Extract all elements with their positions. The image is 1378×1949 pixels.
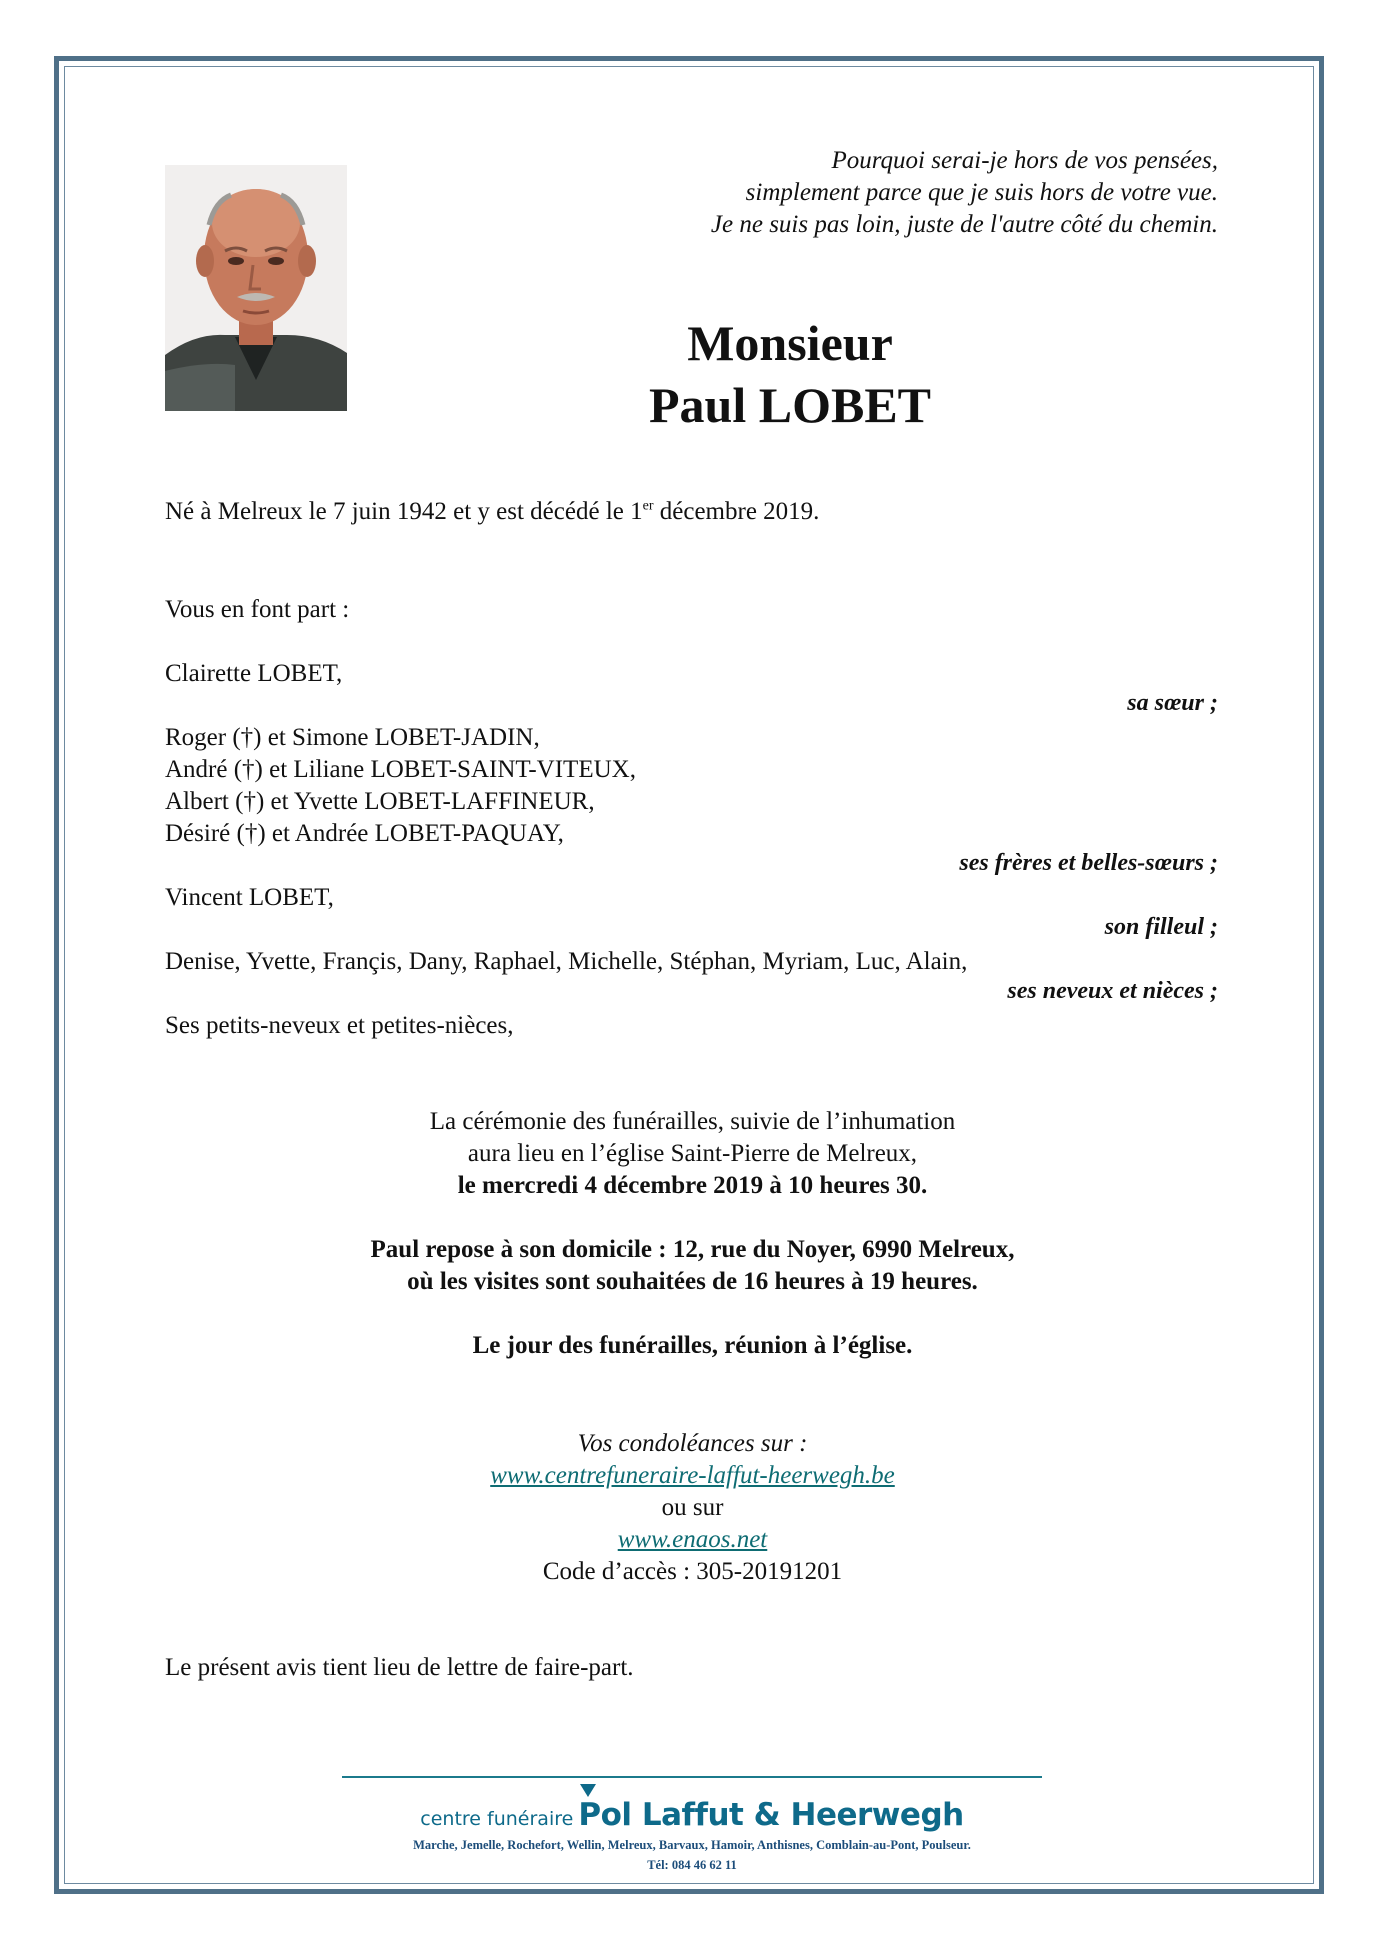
logo-prefix: centre funéraire (420, 1808, 574, 1830)
condolences-or: ou sur (661, 1494, 724, 1521)
footer-towns: Marche, Jemelle, Rochefort, Wellin, Melreux, Barvaux, Hamoir, Anthisnes, Comblain-au-Pont, Poulseur. (413, 1838, 971, 1852)
visit-line: Paul repose à son domicile : 12, rue du Noyer, 6990 Melreux, (370, 1236, 1015, 1263)
notice-line: Le présent avis tient lieu de lettre de faire-part. (165, 1654, 634, 1681)
intro-line: Vous en font part : (165, 596, 350, 623)
condolences-link-laffut[interactable]: www.centrefuneraire-laffut-heerwegh.be (490, 1462, 895, 1489)
triangle-icon (580, 1784, 596, 1797)
nephews-names: Denise, Yvette, Françis, Dany, Raphael, Michelle, Stéphan, Myriam, Luc, Alain, (165, 948, 968, 975)
footer-divider (342, 1776, 1042, 1778)
poem (578, 145, 1218, 241)
deceased-name (440, 312, 1140, 436)
ceremony-date: le mercredi 4 décembre 2019 à 10 heures 30. (457, 1172, 928, 1199)
logo-brand: Pol Laffut & Heerwegh (578, 1797, 964, 1833)
ceremony-info (300, 1106, 1085, 1202)
visit-line: où les visites sont souhaitées de 16 heures à 19 heures. (407, 1268, 978, 1295)
condolences-block (300, 1428, 1085, 1588)
poem-line: Pourquoi serai-je hors de vos pensées, (831, 147, 1218, 174)
honorific: Monsieur (687, 315, 893, 371)
portrait-photo (165, 165, 347, 411)
godson-name: Vincent LOBET, (165, 884, 334, 911)
poem-line: Je ne suis pas loin, juste de l'autre côté du chemin. (710, 211, 1218, 238)
sister-name: Clairette LOBET, (165, 660, 343, 687)
full-name: Paul LOBET (648, 377, 932, 433)
siblings-role: ses frères et belles-sœurs ; (959, 850, 1218, 876)
funeral-home-logo (342, 1797, 1042, 1833)
poem-line: simplement parce que je suis hors de votre vue. (745, 179, 1218, 206)
godson-role: son filleul ; (1104, 914, 1218, 940)
sibling-line: Roger (†) et Simone LOBET-JADIN, (165, 724, 540, 751)
sibling-line: André (†) et Liliane LOBET-SAINT-VITEUX, (165, 756, 636, 783)
access-code: Code d’accès : 305-20191201 (542, 1558, 843, 1585)
sibling-line: Albert (†) et Yvette LOBET-LAFFINEUR, (165, 788, 595, 815)
condolences-intro: Vos condoléances sur : (577, 1430, 808, 1457)
ceremony-line: La cérémonie des funérailles, suivie de l’inhumation (429, 1108, 956, 1135)
visit-info (300, 1234, 1085, 1298)
grand-nephews-line: Ses petits-neveux et petites-nièces, (165, 1012, 514, 1039)
meeting-info: Le jour des funérailles, réunion à l’église. (472, 1332, 913, 1359)
sister-role: sa sœur ; (1127, 690, 1218, 716)
sibling-line: Désiré (†) et Andrée LOBET-PAQUAY, (165, 820, 564, 847)
ceremony-line: aura lieu en l’église Saint-Pierre de Melreux, (467, 1140, 918, 1167)
footer-phone: Tél: 084 46 62 11 (647, 1858, 737, 1872)
birth-death-line: Né à Melreux le 7 juin 1942 et y est décédé le 1er décembre 2019. (165, 498, 820, 525)
nephews-role: ses neveux et nièces ; (1007, 978, 1218, 1004)
condolences-link-enaos[interactable]: www.enaos.net (617, 1526, 768, 1553)
